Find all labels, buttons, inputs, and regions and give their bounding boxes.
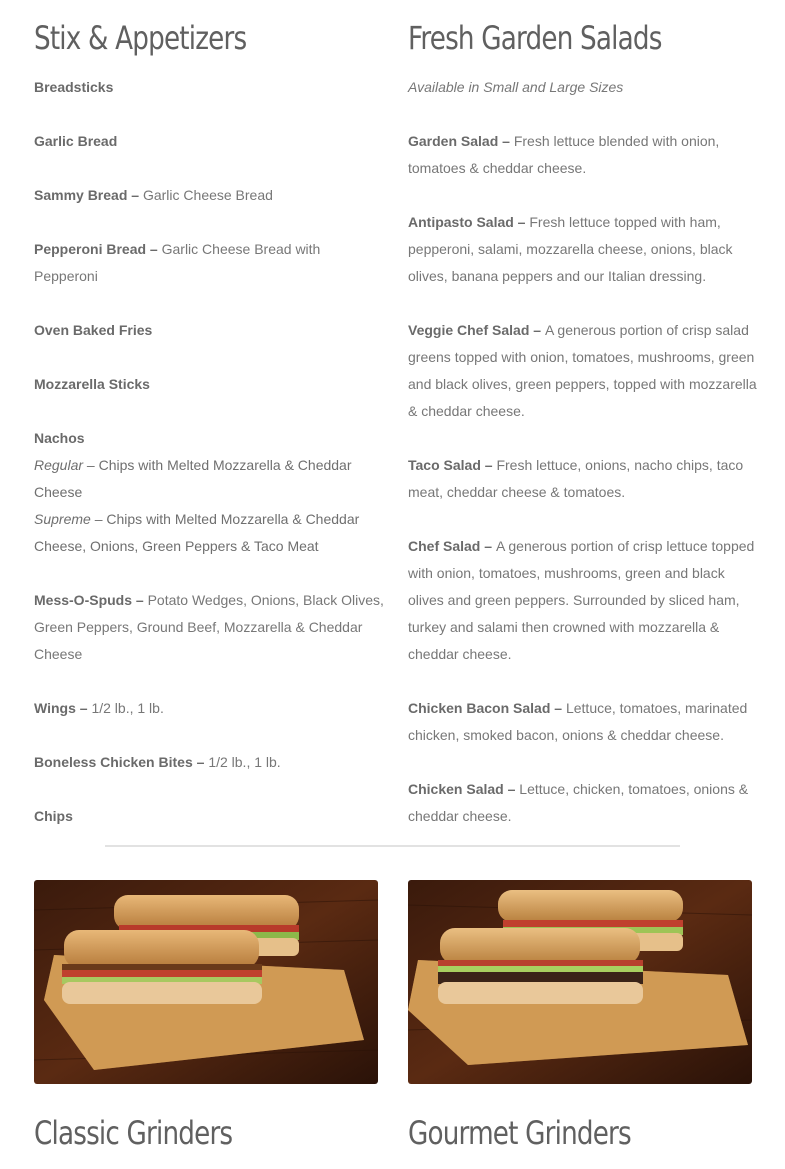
- menu-item-name: Wings: [34, 700, 76, 716]
- menu-item-name: Chicken Bacon Salad: [408, 700, 551, 716]
- menu-item-name: Chef Salad: [408, 538, 481, 554]
- variant-description: Chips with Melted Mozzarella & Cheddar Cheese, Onions, Green Peppers & Taco Meat: [34, 511, 360, 554]
- section-divider: [105, 845, 680, 847]
- menu-item: Pepperoni Bread – Garlic Cheese Bread with Pepperoni: [34, 241, 321, 284]
- menu-item-description: Potato Wedges, Onions, Black Olives, Green Peppers, Ground Beef, Mozzarella & Cheddar Cheese: [34, 592, 384, 662]
- gourmet-grinders-heading: Gourmet Grinders: [408, 1114, 631, 1152]
- menu-item-name: Garden Salad: [408, 133, 499, 149]
- menu-item-description: A generous portion of crisp salad greens topped with onion, tomatoes, mushrooms, green and black olives, green peppers, topped with mozzarella & cheddar cheese.: [408, 322, 757, 419]
- menu-item-name: Nachos: [34, 430, 85, 446]
- menu-item: Boneless Chicken Bites – 1/2 lb., 1 lb.: [34, 754, 281, 770]
- salads-menu-list: [408, 74, 758, 830]
- menu-item: [34, 803, 384, 830]
- menu-item: Chef Salad – A generous portion of crisp lettuce topped with onion, tomatoes, mushrooms, green and black olives and green peppers. Surrounded by sliced ham, turkey and salami then crowned with mozzarella & cheddar cheese.: [408, 538, 755, 662]
- menu-item-name: Chips: [34, 808, 73, 824]
- salads-column: [408, 0, 758, 857]
- menu-item: Sammy Bread – Garlic Cheese Bread: [34, 187, 273, 203]
- menu-item: Mess-O-Spuds – Potato Wedges, Onions, Black Olives, Green Peppers, Ground Beef, Mozzarella & Cheddar Cheese: [34, 592, 384, 662]
- menu-item-description: Fresh lettuce topped with ham, pepperoni, salami, mozzarella cheese, onions, black olives, banana peppers and our Italian dressing.: [408, 214, 733, 284]
- menu-item-description: 1/2 lb., 1 lb.: [91, 700, 164, 716]
- menu-item: [34, 74, 384, 101]
- menu-item-description: Fresh lettuce blended with onion, tomatoes & cheddar cheese.: [408, 133, 720, 176]
- menu-item-description: Garlic Cheese Bread with Pepperoni: [34, 241, 321, 284]
- menu-item-name: Oven Baked Fries: [34, 322, 153, 338]
- menu-item-name: Taco Salad: [408, 457, 481, 473]
- menu-item: Wings – 1/2 lb., 1 lb.: [34, 700, 164, 716]
- gourmet-grinder-photo: [408, 880, 752, 1084]
- stix-column: [34, 0, 384, 857]
- variant-label: Regular: [34, 457, 84, 473]
- menu-item-name: Garlic Bread: [34, 133, 118, 149]
- menu-item-name: Boneless Chicken Bites: [34, 754, 193, 770]
- variant-description: Chips with Melted Mozzarella & Cheddar Cheese: [34, 457, 352, 500]
- menu-item: Antipasto Salad – Fresh lettuce topped with ham, pepperoni, salami, mozzarella cheese, onions, black olives, banana peppers and our Italian dressing.: [408, 214, 733, 284]
- menu-item: Veggie Chef Salad – A generous portion of crisp salad greens topped with onion, tomatoes, mushrooms, green and black olives, green peppers, topped with mozzarella & cheddar cheese.: [408, 322, 757, 419]
- menu-item-description: Lettuce, chicken, tomatoes, onions & cheddar cheese.: [408, 781, 749, 824]
- menu-item-name: Breadsticks: [34, 79, 114, 95]
- menu-item: Chicken Bacon Salad – Lettuce, tomatoes, marinated chicken, smoked bacon, onions & cheddar cheese.: [408, 700, 748, 743]
- menu-item-description: Fresh lettuce, onions, nacho chips, taco meat, cheddar cheese & tomatoes.: [408, 457, 744, 500]
- menu-item-description: 1/2 lb., 1 lb.: [208, 754, 281, 770]
- menu-item-description: Garlic Cheese Bread: [142, 187, 273, 203]
- salads-heading: Fresh Garden Salads: [408, 19, 662, 57]
- menu-item: Taco Salad – Fresh lettuce, onions, nacho chips, taco meat, cheddar cheese & tomatoes.: [408, 457, 744, 500]
- stix-menu-list: [34, 74, 384, 830]
- salads-size-note: Available in Small and Large Sizes: [408, 79, 624, 95]
- classic-grinder-photo: [34, 880, 378, 1084]
- menu-item-name: Veggie Chef Salad: [408, 322, 530, 338]
- menu-item-variant: Supreme – Chips with Melted Mozzarella & Cheddar Cheese, Onions, Green Peppers & Taco Meat: [34, 511, 360, 554]
- menu-item-name: Pepperoni Bread: [34, 241, 147, 257]
- menu-item-description: Lettuce, tomatoes, marinated chicken, smoked bacon, onions & cheddar cheese.: [408, 700, 748, 743]
- menu-item: [34, 317, 384, 344]
- menu-item-description: A generous portion of crisp lettuce topped with onion, tomatoes, mushrooms, green and black olives and green peppers. Surrounded by sliced ham, turkey and salami then crowned with mozzarella & cheddar cheese.: [408, 538, 755, 662]
- menu-item-name: Mess-O-Spuds: [34, 592, 133, 608]
- menu-item: Chicken Salad – Lettuce, chicken, tomatoes, onions & cheddar cheese.: [408, 781, 749, 824]
- stix-heading: Stix & Appetizers: [34, 19, 247, 57]
- menu-item: Garden Salad – Fresh lettuce blended with onion, tomatoes & cheddar cheese.: [408, 133, 720, 176]
- menu-item-name: Antipasto Salad: [408, 214, 514, 230]
- variant-label: Supreme: [34, 511, 91, 527]
- menu-item: [34, 371, 384, 398]
- menu-item-variant: Regular – Chips with Melted Mozzarella & Cheddar Cheese: [34, 457, 352, 500]
- classic-grinders-heading: Classic Grinders: [34, 1114, 233, 1152]
- menu-item-name: Chicken Salad: [408, 781, 504, 797]
- menu-item-name: Sammy Bread: [34, 187, 128, 203]
- menu-item: [34, 128, 384, 155]
- menu-item-name: Mozzarella Sticks: [34, 376, 150, 392]
- menu-item: [34, 425, 384, 560]
